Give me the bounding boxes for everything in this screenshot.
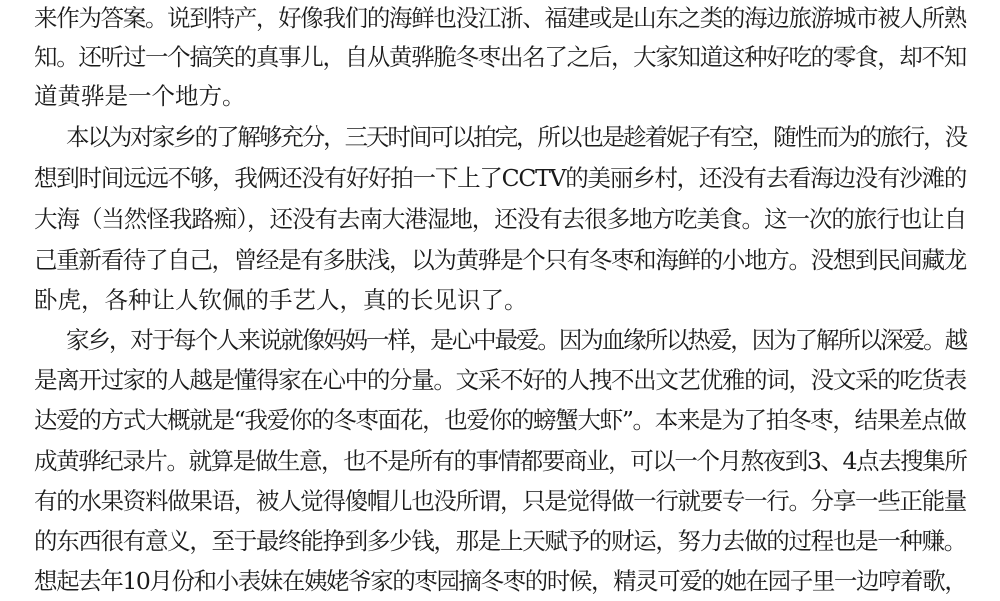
text-line: 来作为答案。说到特产，好像我们的海鲜也没江浙、福建或是山东之类的海边旅游城市被人所熟 [34,4,966,32]
text-line: 道黄骅是一个地方。 [34,82,246,110]
text-line: 有的水果资料做果语，被人觉得傻帽儿也没所谓，只是觉得做一行就要专一行。分享一些正能量 [34,487,966,515]
text-line: 大海（当然怪我路痴），还没有去南大港湿地，还没有去很多地方吃美食。这一次的旅行也让自 [34,205,967,233]
text-line: 成黄骅纪录片。就算是做生意，也不是所有的事情都要商业，可以一个月熬夜到3、4点去搜集所 [34,447,967,475]
text-line: 想起去年10月份和小表妹在姨姥爷家的枣园摘冬枣的时候，精灵可爱的她在园子里一边哼着歌， [34,567,967,595]
text-line: 达爱的方式大概就是“我爱你的冬枣面花，也爱你的螃蟹大虾”。本来是为了拍冬枣，结果差点做 [34,406,966,434]
text-line: 是离开过家的人越是懂得家在心中的分量。文采不好的人拽不出文艺优雅的词，没文采的吃货表 [34,366,966,394]
text-line: 知。还听过一个搞笑的真事儿，自从黄骅脆冬枣出名了之后，大家知道这种好吃的零食，却不知 [34,43,966,71]
text-line: 的东西很有意义，至于最终能挣到多少钱，那是上天赋予的财运，努力去做的过程也是一种赚。 [34,527,966,555]
paragraph-start-line: 本以为对家乡的了解够充分，三天时间可以拍完，所以也是趁着妮子有空，随性而为的旅行，没 [66,123,966,151]
paragraph-start-line: 家乡，对于每个人来说就像妈妈一样，是心中最爱。因为血缘所以热爱，因为了解所以深爱。越 [66,326,966,354]
text-line: 己重新看待了自己，曾经是有多肤浅，以为黄骅是个只有冬枣和海鲜的小地方。没想到民间藏龙 [34,246,966,274]
text-line: 卧虎，各种让人钦佩的手艺人，真的长见识了。 [34,286,528,314]
text-line: 想到时间远远不够，我俩还没有好好拍一下上了CCTV的美丽乡村，还没有去看海边没有沙滩的 [34,164,967,192]
